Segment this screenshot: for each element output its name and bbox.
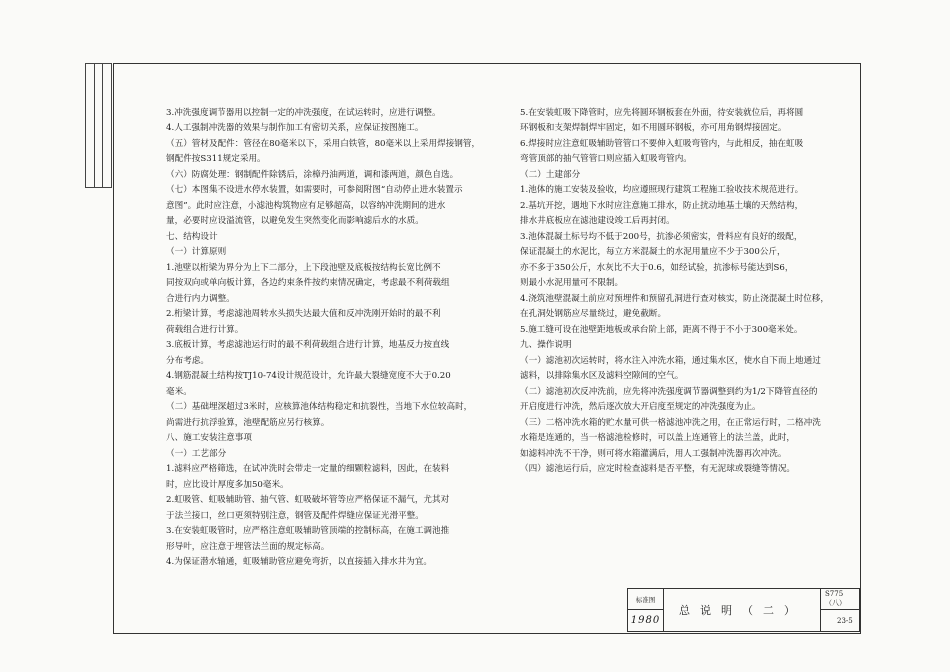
left-text-line: 3.冲洗强度调节器用以控制一定的冲洗强度，在试运转时，应进行调整。 (166, 108, 441, 118)
left-text-line: 1.池壁以桁梁为界分为上下二部分，上下段池壁及底板按结构长宽比例不 (166, 262, 441, 273)
right-text-line: （三）二格冲洗水箱的贮水量可供一格滤池冲洗之用，在正常运行时，二格冲洗 (520, 417, 821, 428)
left-text-line: （七）本图集不设进水停水装置，如需要时，可参阅附图“自动停止进水装置示 (166, 185, 463, 196)
stamp-col-1 (86, 64, 95, 187)
left-text-line: 4.人工强制冲洗器的效果与制作加工有密切关系，应保证按图施工。 (166, 123, 424, 134)
left-text-line: （二）基础埋深超过3米时，应核算池体结构稳定和抗裂性，当地下水位较高时， (166, 402, 473, 413)
side-stamp (85, 63, 112, 188)
left-text-line: 荷载组合进行计算。 (166, 324, 244, 335)
left-text-line: 量，必要时应设溢流管，以避免发生突然变化而影响滤后水的水质。 (166, 216, 424, 227)
left-text-line: 尚需进行抗浮验算，池壁配筋应另行核算。 (166, 417, 330, 428)
left-text-line: （六）防腐处理：钢制配件除锈后，涂樟丹油两道，调和漆两道，颜色自选。 (166, 169, 459, 180)
page-number-cell (821, 610, 859, 631)
right-text-line: 则最小水泥用量可不限制。 (520, 278, 624, 289)
right-text-line: 弯管顶部的抽气管管口则应插入虹吸弯管内。 (520, 154, 692, 165)
left-text-line: 合进行内力调整。 (166, 293, 235, 304)
right-text-line: 环钢板和支架焊制焊牢固定，如不用圆环钢板，亦可用角钢焊接固定。 (520, 123, 787, 134)
left-text-line: 钢配件按S311规定采用。 (166, 154, 266, 165)
left-text-line: 4.钢筋混凝土结构按TJ10-74设计规范设计，允许最大裂缝宽度不大于0.20 (166, 371, 451, 382)
drawing-code: S775（八） (821, 589, 859, 610)
left-text-line: 1.滤料应严格筛选，在试冲洗时会带走一定量的细颗粒滤料，因此，在装料 (166, 464, 450, 475)
right-text-line: 水箱是连通的，当一格滤池检修时，可以盖上连通管上的法兰盖，此时， (520, 433, 796, 444)
left-text-line: 2.桁梁计算，考虑滤池周转水头损失达最大值和反冲洗刚开始时的最不利 (166, 309, 441, 320)
right-text-line: 开启度进行冲洗，然后逐次放大开启度至规定的冲洗强度为止。 (520, 402, 761, 413)
right-text-line: 在孔洞处钢筋应尽量绕过，避免截断。 (520, 309, 667, 320)
right-text-line: 2.基坑开挖，遇地下水时应注意施工排水，防止扰动地基土壤的天然结构， (520, 200, 804, 211)
right-text-line: （四）滤池运行后，应定时检查滤料是否平整，有无泥球或裂缝等情况。 (520, 464, 796, 475)
page-number: 23-5 (837, 616, 853, 625)
stamp-col-3 (103, 64, 111, 187)
title-block (627, 588, 860, 632)
right-text-line: 6.焊接时应注意虹吸辅助管管口不要伸入虹吸弯管内，与此相反，抽在虹吸 (520, 138, 804, 149)
left-text-line: 3.在安装虹吸管时，应严格注意虹吸辅助管顶端的控制标高，在施工调池推 (166, 526, 450, 537)
right-text-line: 滤料，以排除集水区及滤料空隙间的空气。 (520, 371, 684, 382)
right-text-line: 亦不多于350公斤，水灰比不大于0.6，如经试验，抗渗标号能达到S6， (520, 262, 794, 273)
stamp-col-2 (95, 64, 104, 187)
left-text-line: （五）管材及配件：管径在80毫米以下，采用白铁管，80毫米以上采用焊接钢管， (166, 138, 481, 149)
left-text-line: 时，应比设计厚度多加50毫米。 (166, 479, 289, 490)
right-text-line: 九、操作说明 (520, 340, 572, 351)
left-text-line: 4.为保证潜水轴通，虹吸辅助管应避免弯折，以直接插入排水井为宜。 (166, 557, 433, 568)
right-text-line: 3.池体混凝土标号均不低于200号，抗渗必须密实，骨料应有良好的级配， (520, 231, 803, 242)
right-text-line: （二）滤池初次反冲洗前，应先将冲洗强度调节器调整到约为1/2下降管直径的 (520, 386, 818, 397)
left-text-line: 于法兰接口，丝口更须特别注意，钢管及配件焊缝应保证光滑平整。 (166, 510, 424, 521)
left-text-line: 同按双向或单向板计算，各边约束条件按约束情况确定，考虑最不利荷载组 (166, 278, 450, 289)
left-text-line: （一）计算原则 (166, 247, 227, 258)
left-text-line: 分布考虑。 (166, 355, 209, 366)
right-text-column (520, 108, 840, 480)
left-text-line: （一）工艺部分 (166, 448, 227, 459)
left-text-line: 八、施工安装注意事项 (166, 433, 252, 444)
right-text-line: 5.施工缝可设在池壁距地板或承台阶上部，距离不得于不小于300毫米处。 (520, 324, 803, 335)
year-label: 1980 (628, 610, 664, 631)
left-text-column (166, 108, 496, 573)
right-text-line: （一）滤池初次运转时，将水注入冲洗水箱，通过集水区，使水自下而上地通过 (520, 355, 821, 366)
right-text-line: 排水井底板应在滤池建设竣工后再封闭。 (520, 216, 675, 227)
left-text-line: 形导叶，应注意于埋管法兰面的规定标高。 (166, 541, 330, 552)
right-text-line: 1.池体的施工安装及验收，均应遵照现行建筑工程施工验收技术规范进行。 (520, 185, 804, 196)
standard-drawing-label: 标准图 (628, 589, 664, 610)
right-text-line: （二）土建部分 (520, 169, 581, 180)
right-text-line: 如滤料冲洗不干净，则可将水箱灌满后，用人工强制冲洗器再次冲洗。 (520, 448, 787, 459)
sheet-title: 总说明（二） (664, 589, 821, 631)
left-text-line: 意图”。此时应注意，小滤池构筑物应有足够超高，以容纳冲洗期间的进水 (166, 200, 446, 211)
right-text-line: 5.在安装虹吸下降管时，应先将圆环钢板套在外面，待安装就位后，再将圆 (520, 108, 804, 118)
left-text-line: 七、结构设计 (166, 231, 218, 242)
right-text-line: 保证混凝土的水泥比，每立方米混凝土的水泥用量应不少于300公斤， (520, 247, 786, 258)
left-text-line: 2.虹吸管、虹吸辅助管、抽气管、虹吸破坏管等应严格保证不漏气，尤其对 (166, 495, 450, 506)
left-text-line: 毫米。 (166, 386, 192, 397)
left-text-line: 3.底板计算，考虑滤池运行时的最不利荷载组合进行计算，地基反力按直线 (166, 340, 450, 351)
right-text-line: 4.浇筑池壁混凝土前应对预埋件和预留孔洞进行查对核实，防止浇混凝土时位移， (520, 293, 829, 304)
